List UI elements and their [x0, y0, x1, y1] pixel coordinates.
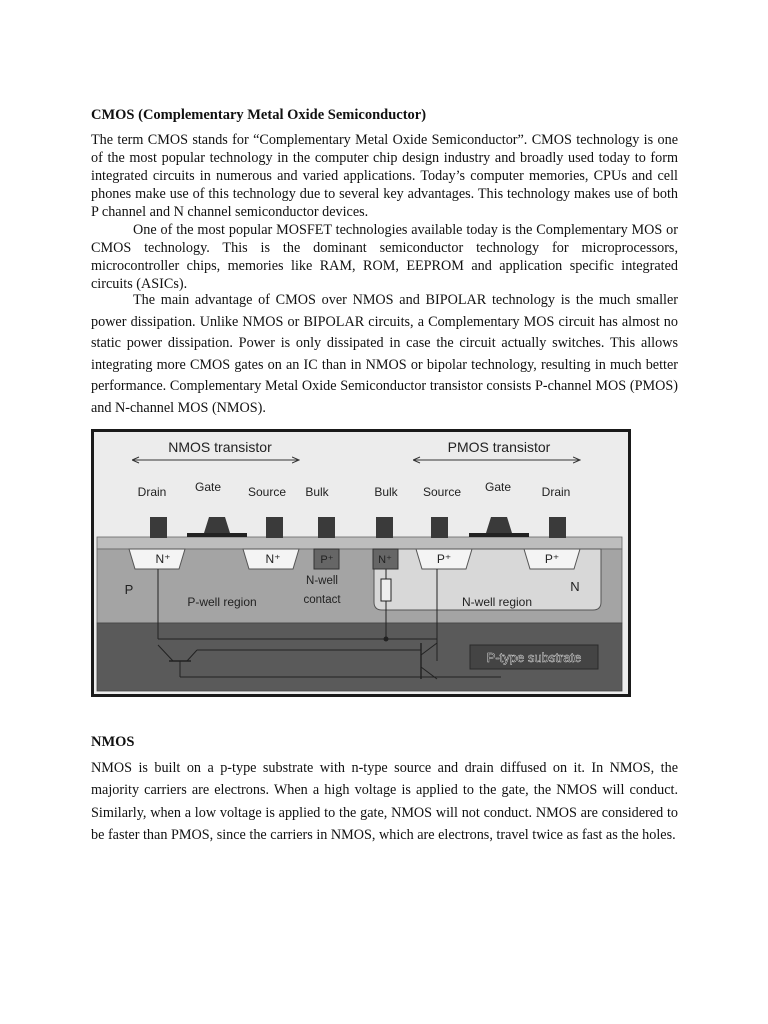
nmos-bulk-label: Bulk: [305, 485, 329, 499]
pmos-source-contact: [431, 517, 448, 538]
nmos-drain-label: Drain: [137, 485, 167, 499]
n-plus-source-label: N⁺: [265, 552, 281, 566]
pmos-drain-label: Drain: [541, 485, 571, 499]
nmos-heading: NMOS: [91, 734, 135, 750]
p-plus-drain-label: P⁺: [544, 552, 560, 566]
cmos-cross-section-diagram: [91, 429, 631, 697]
p-well-region-label: P-well region: [187, 595, 257, 609]
paragraph-intro: The term CMOS stands for “Complementary Metal Oxide Semiconductor”. CMOS technology is one of the most popular technology in the computer chip design industry and broadly used today to form integrated circuits in numerous and varied applications. Today’s computer memories, CPUs and cell phones make use of this technology due to several key advantages. This technology makes use of both P channel and N channel semiconductor devices.: [91, 132, 678, 220]
nmos-drain-contact: [150, 517, 167, 538]
p-label: P: [124, 582, 134, 597]
paragraph-nmos: NMOS is built on a p-type substrate with n-type source and drain diffused on it. In NMOS, the majority carriers are electrons. When a high voltage is applied to the gate, the NMOS will conduct. Similarly, when a low voltage is applied to the gate, NMOS will not conduct. NMOS are considered to be faster than PMOS, since the carriers in NMOS, which are electrons, travel twice as fast as the holes.: [91, 760, 678, 844]
oxide-layer: [97, 537, 622, 549]
pmos-gate-label: Gate: [484, 480, 512, 494]
paragraph-advantage: The main advantage of CMOS over NMOS and BIPOLAR technology is the much smaller power dissipation. Unlike NMOS or BIPOLAR circuits, a Complementary MOS circuit has almost no static power dissipation. Power is only dissipated in case the circuit actually switches. This allows integrating more CMOS gates on an IC than in NMOS or bipolar technology, resulting in much better performance. Complementary Metal Oxide Semiconductor transistor consists P-channel MOS (PMOS) and N-channel MOS (NMOS).: [91, 292, 678, 416]
p-type-substrate-label: P-type substrate: [486, 650, 582, 665]
pmos-title: PMOS transistor: [447, 439, 551, 455]
well-resistor: [381, 579, 391, 601]
nmos-gate-label: Gate: [194, 480, 222, 494]
wire-junction: [384, 637, 389, 642]
nmos-source-label: Source: [247, 485, 287, 499]
pmos-bulk-label: Bulk: [374, 485, 398, 499]
p-plus-contact-label: P⁺: [320, 554, 334, 566]
n-plus-drain-label: N⁺: [155, 552, 171, 566]
p-plus-source-label: P⁺: [436, 552, 452, 566]
nmos-source-contact: [266, 517, 283, 538]
pmos-drain-contact: [549, 517, 566, 538]
paragraph-mosfet: One of the most popular MOSFET technologies available today is the Complementary MOS or CMOS technology. This is the dominant semiconductor technology for microprocessors, microcontroller chips, memories like RAM, ROM, EEPROM and application specific integrated circuits (ASICs).: [91, 222, 678, 292]
n-well-region-label: N-well region: [461, 595, 533, 609]
n-well-contact-label-1: N-well: [306, 575, 338, 587]
n-label: N: [570, 579, 580, 594]
nmos-bulk-contact: [318, 517, 335, 538]
cmos-diagram-svg: [91, 429, 631, 697]
nmos-title: NMOS transistor: [168, 439, 272, 455]
n-plus-contact-label: N⁺: [378, 554, 392, 566]
pmos-source-label: Source: [422, 485, 462, 499]
n-well-contact-label-2: contact: [303, 594, 341, 606]
nmos-gate-oxide: [187, 533, 247, 537]
pmos-bulk-contact: [376, 517, 393, 538]
document-heading: CMOS (Complementary Metal Oxide Semiconductor): [91, 107, 427, 123]
pmos-gate-oxide: [469, 533, 529, 537]
